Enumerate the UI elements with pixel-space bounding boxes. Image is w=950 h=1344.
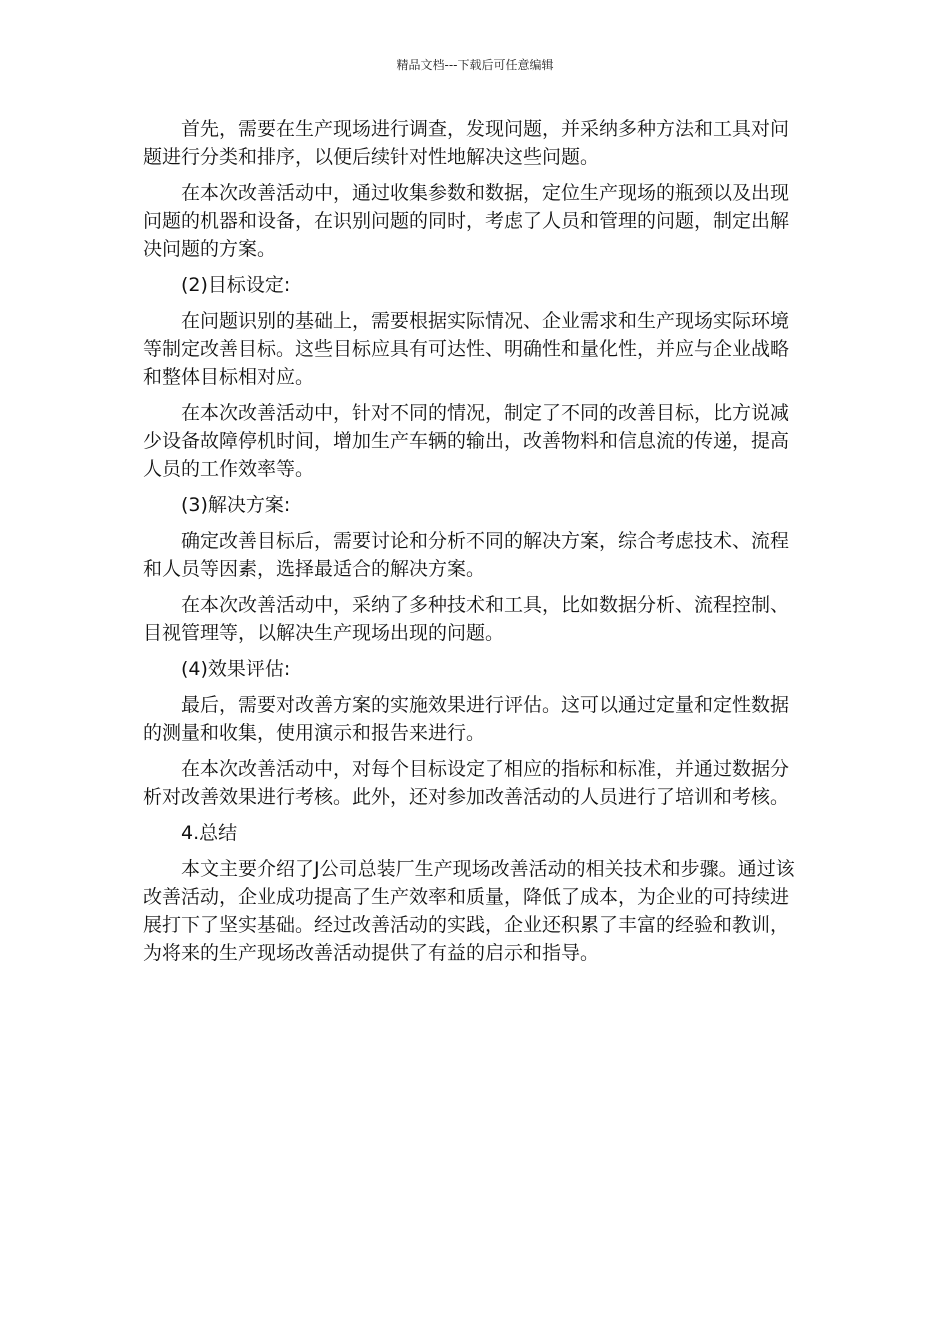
paragraph: 本文主要介绍了J公司总装厂生产现场改善活动的相关技术和步骤。通过该改善活动，企业成功提高了生产效率和质量，降低了成本，为企业的可持续进展打下了坚实基础。经过改善活动的实践，企业还积累了丰富的经验和教训，为将来的生产现场改善活动提供了有益的启示和指导。 bbox=[143, 858, 795, 964]
paragraph: 在本次改善活动中，通过收集参数和数据，定位生产现场的瓶颈以及出现问题的机器和设备，在识别问题的同时，考虑了人员和管理的问题，制定出解决问题的方案。 bbox=[143, 182, 790, 260]
paragraph: 在本次改善活动中，采纳了多种技术和工具，比如数据分析、流程控制、目视管理等，以解决生产现场出现的问题。 bbox=[143, 594, 790, 644]
section-heading: (4)效果评估: bbox=[181, 658, 291, 680]
paragraph: 确定改善目标后，需要讨论和分析不同的解决方案，综合考虑技术、流程和人员等因素，选择最适合的解决方案。 bbox=[143, 530, 790, 580]
paragraph: 在本次改善活动中，对每个目标设定了相应的指标和标准，并通过数据分析对改善效果进行考核。此外，还对参加改善活动的人员进行了培训和考核。 bbox=[143, 758, 790, 808]
document-body bbox=[143, 115, 807, 975]
page-header: 精品文档---下载后可任意编辑 bbox=[396, 58, 554, 72]
section-heading: (3)解决方案: bbox=[181, 494, 291, 516]
paragraph: 首先，需要在生产现场进行调查，发现问题，并采纳多种方法和工具对问题进行分类和排序，以便后续针对性地解决这些问题。 bbox=[143, 118, 790, 168]
section-heading: (2)目标设定: bbox=[181, 274, 291, 296]
paragraph: 最后，需要对改善方案的实施效果进行评估。这可以通过定量和定性数据的测量和收集，使用演示和报告来进行。 bbox=[143, 694, 790, 744]
section-heading: 4.总结 bbox=[181, 822, 238, 844]
paragraph: 在本次改善活动中，针对不同的情况，制定了不同的改善目标，比方说减少设备故障停机时间，增加生产车辆的输出，改善物料和信息流的传递，提高人员的工作效率等。 bbox=[143, 402, 790, 480]
paragraph: 在问题识别的基础上，需要根据实际情况、企业需求和生产现场实际环境等制定改善目标。这些目标应具有可达性、明确性和量化性，并应与企业战略和整体目标相对应。 bbox=[143, 310, 790, 388]
